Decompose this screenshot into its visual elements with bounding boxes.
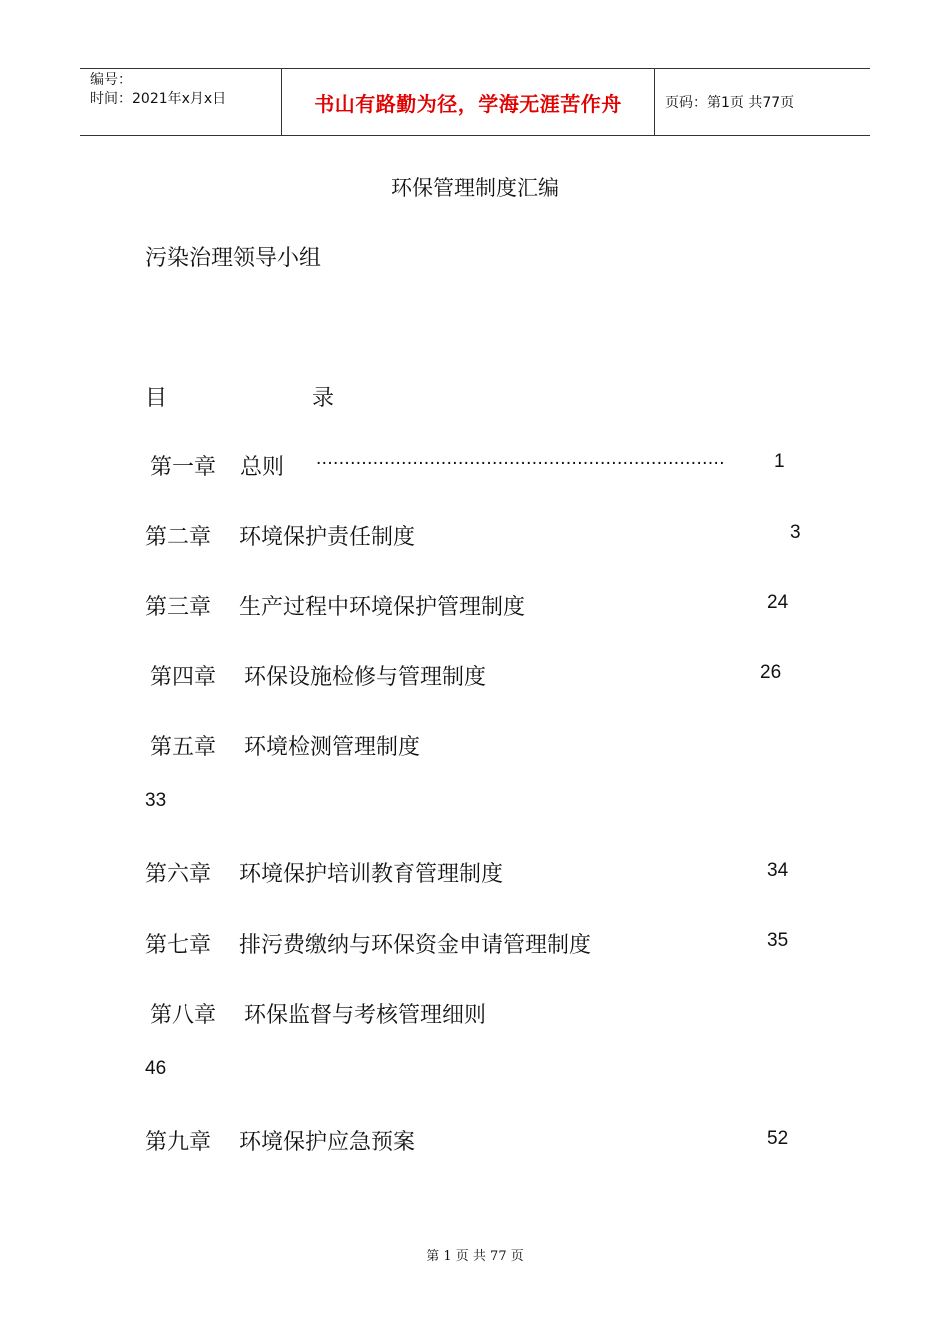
page-footer: 第 1 页 共 77 页	[426, 1249, 524, 1264]
document-time-label: 时间：2021年x月x日	[90, 91, 227, 107]
toc-chapter: 第六章	[145, 862, 212, 887]
toc-chapter-name: 环境保护培训教育管理制度	[239, 862, 504, 887]
header-motto: 书山有路勤为径，学海无涯苦作舟	[314, 91, 622, 116]
toc-page-number: 26	[760, 662, 782, 683]
toc-chapter: 第七章	[145, 933, 212, 958]
toc-entry-4[interactable]	[150, 660, 486, 691]
header-meta	[80, 69, 281, 135]
header-motto-cell	[281, 69, 655, 135]
toc-heading-left: 目	[145, 386, 168, 411]
toc-chapter-name: 环境保护应急预案	[239, 1130, 416, 1155]
header-page-info-cell	[655, 69, 870, 135]
toc-page-number: 34	[767, 860, 789, 881]
toc-entry-7[interactable]	[145, 928, 591, 959]
toc-chapter-name: 生产过程中环境保护管理制度	[239, 595, 526, 620]
toc-chapter: 第一章	[150, 455, 217, 480]
header-page-info: 页码：第1页 共77页	[665, 95, 795, 111]
toc-chapter-name: 环境检测管理制度	[244, 735, 421, 760]
toc-chapter-name: 环保设施检修与管理制度	[244, 665, 487, 690]
toc-page-number: 24	[767, 592, 789, 613]
document-header	[80, 68, 870, 136]
toc-page-number: 52	[767, 1128, 789, 1149]
toc-entry-6[interactable]	[145, 857, 503, 888]
toc-page-number: 35	[767, 930, 789, 951]
toc-page-number: 46	[145, 1058, 167, 1079]
toc-entry-5[interactable]	[150, 730, 420, 761]
toc-entry-1[interactable]	[150, 450, 284, 481]
toc-chapter: 第五章	[150, 735, 217, 760]
toc-entry-3[interactable]	[145, 590, 525, 621]
toc-chapter-name: 环境保护责任制度	[239, 525, 416, 550]
toc-entry-8[interactable]	[150, 998, 486, 1029]
toc-leader-dots: ........................................................................	[316, 448, 725, 469]
toc-heading-right: 录	[312, 386, 335, 411]
toc-page-number: 3	[790, 522, 801, 543]
toc-chapter: 第二章	[145, 525, 212, 550]
toc-chapter: 第三章	[145, 595, 212, 620]
toc-chapter: 第四章	[150, 665, 217, 690]
toc-entry-2[interactable]	[145, 520, 415, 551]
document-subtitle: 污染治理领导小组	[145, 246, 322, 271]
toc-chapter-name: 排污费缴纳与环保资金申请管理制度	[239, 933, 592, 958]
toc-chapter-name: 总则	[240, 455, 285, 480]
toc-page-number: 1	[774, 451, 785, 472]
toc-entry-9[interactable]	[145, 1125, 415, 1156]
document-title: 环保管理制度汇编	[391, 176, 559, 200]
document-number-label: 编号：	[90, 72, 132, 88]
toc-chapter-name: 环保监督与考核管理细则	[244, 1003, 487, 1028]
toc-chapter: 第八章	[150, 1003, 217, 1028]
toc-page-number: 33	[145, 790, 167, 811]
toc-chapter: 第九章	[145, 1130, 212, 1155]
